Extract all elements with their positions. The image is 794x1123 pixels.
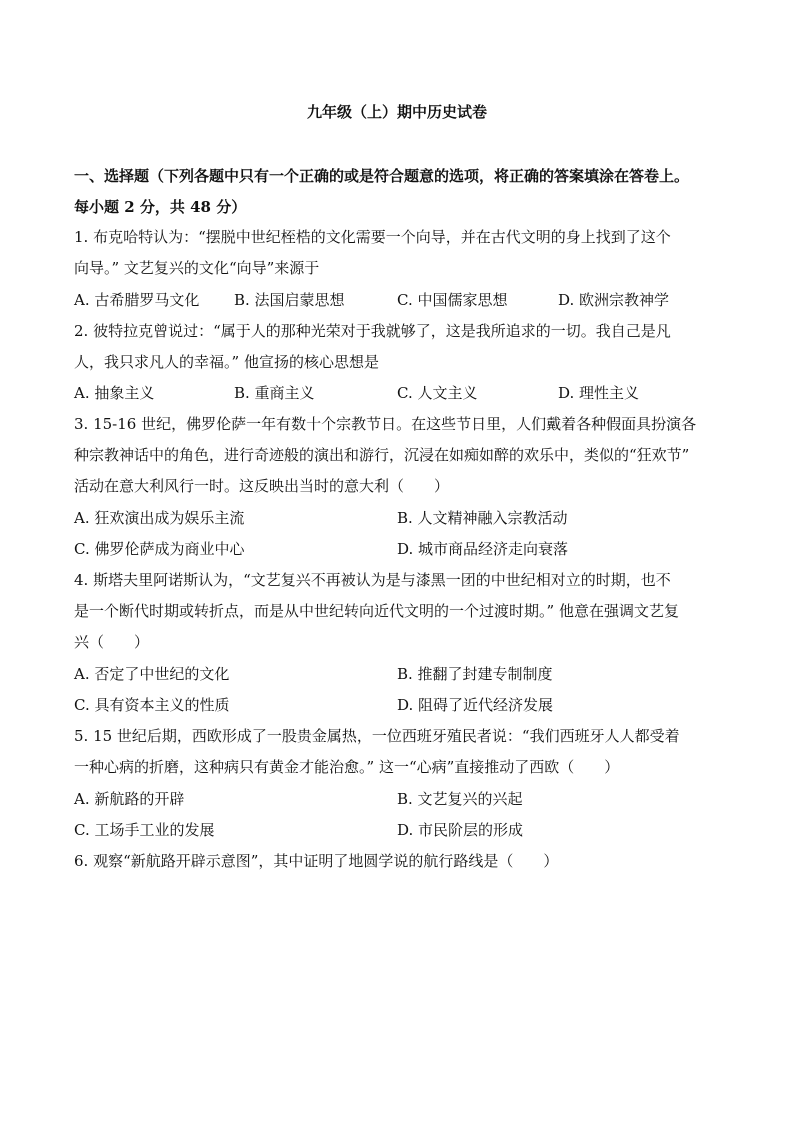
question-4-text: 兴（ ） (74, 633, 150, 651)
question-5-option-a: A. 新航路的开辟 (74, 790, 185, 808)
question-2-option-a: A. 抽象主义 (74, 384, 155, 402)
question-4-option-a: A. 否定了中世纪的文化 (74, 665, 230, 683)
question-5-option-c: C. 工场手工业的发展 (74, 821, 215, 839)
question-5-option-d: D. 市民阶层的形成 (397, 821, 524, 839)
question-1-option-c: C. 中国儒家思想 (397, 291, 508, 309)
question-3-text: 3. 15-16 世纪，佛罗伦萨一年有数十个宗教节日。在这些节日里，人们戴着各种假面具扮演各 (74, 415, 697, 433)
section-heading-line: 一、选择题（下列各题中只有一个正确的或是符合题意的选项，将正确的答案填涂在答卷上。 (74, 167, 690, 185)
question-2-text: 人，我只求凡人的幸福。” 他宣扬的核心思想是 (74, 353, 379, 371)
question-2-option-d: D. 理性主义 (558, 384, 640, 402)
section-heading-line: 每小题 2 分，共 48 分） (74, 198, 247, 216)
question-3-text: 活动在意大利风行一时。这反映出当时的意大利（ ） (74, 477, 450, 495)
question-2-text: 2. 彼特拉克曾说过：“属于人的那种光荣对于我就够了，这是我所追求的一切。我自己是凡 (74, 322, 671, 340)
question-3-text: 种宗教神话中的角色，进行奇迹般的演出和游行，沉浸在如痴如醉的欢乐中，类似的“狂欢节” (74, 446, 690, 464)
question-2-option-c: C. 人文主义 (397, 384, 478, 402)
question-4-text: 是一个断代时期或转折点，而是从中世纪转向近代文明的一个过渡时期。” 他意在强调文艺复 (74, 602, 679, 620)
question-6-text: 6. 观察“新航路开辟示意图”，其中证明了地圆学说的航行路线是（ ） (74, 852, 559, 870)
question-3-option-d: D. 城市商品经济走向衰落 (397, 540, 569, 558)
section-heading (74, 161, 754, 223)
question-1-text: 1. 布克哈特认为：“摆脱中世纪桎梏的文化需要一个向导，并在古代文明的身上找到了这个 (74, 228, 671, 246)
question-5-text: 一种心病的折磨，这种病只有黄金才能治愈。” 这一“心病”直接推动了西欧（ ） (74, 758, 620, 776)
question-4-option-d: D. 阻碍了近代经济发展 (397, 696, 554, 714)
exam-title: 九年级（上）期中历史试卷 (306, 103, 487, 121)
question-1-option-b: B. 法国启蒙思想 (234, 291, 345, 309)
question-4-option-b: B. 推翻了封建专制制度 (397, 665, 553, 683)
question-3-option-b: B. 人文精神融入宗教活动 (397, 509, 568, 527)
question-5-option-b: B. 文艺复兴的兴起 (397, 790, 523, 808)
question-1-option-d: D. 欧洲宗教神学 (558, 291, 670, 309)
question-1-option-a: A. 古希腊罗马文化 (74, 291, 200, 309)
question-3-option-a: A. 狂欢演出成为娱乐主流 (74, 509, 245, 527)
question-1-text: 向导。” 文艺复兴的文化“向导”来源于 (74, 259, 320, 277)
question-3-option-c: C. 佛罗伦萨成为商业中心 (74, 540, 245, 558)
question-4-option-c: C. 具有资本主义的性质 (74, 696, 230, 714)
question-2-option-b: B. 重商主义 (234, 384, 315, 402)
question-5-text: 5. 15 世纪后期，西欧形成了一股贵金属热，一位西班牙殖民者说：“我们西班牙人人都受着 (74, 727, 680, 745)
question-4-text: 4. 斯塔夫里阿诺斯认为，“文艺复兴不再被认为是与漆黑一团的中世纪相对立的时期，也不 (74, 571, 671, 589)
